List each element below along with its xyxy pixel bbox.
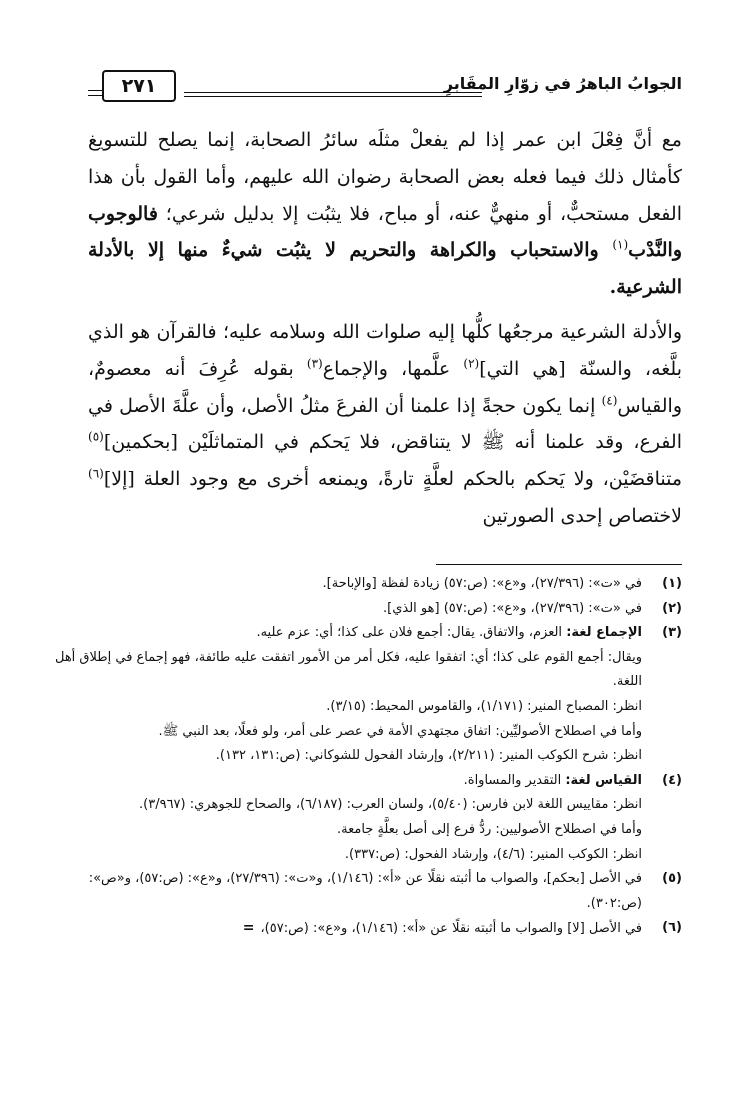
header-rule: [184, 92, 482, 93]
main-text: [88, 122, 682, 535]
footnote-4: [40, 769, 682, 867]
footnote-text: التقدير والمساواة.: [463, 772, 566, 788]
footnote-label: القياس لغة:: [565, 772, 642, 788]
footnote-line: انظر: المصباح المنير: (١/١٧١)، والقاموس المحيط: (٣/١٥).: [326, 698, 642, 714]
header-lead-rule-double: [88, 95, 102, 96]
text-run: علَّمها، والإجماع: [322, 357, 464, 380]
footnote-number: (٦): [662, 920, 682, 936]
text-run: مع أنَّ فِعْلَ ابن عمر إذا لم يفعلْ مثلَه سائرُ الصحابة، إنما يصلح للتسويغ كأمثال ذلك فيما فعله بعض الصحابة رضوان الله عليهم، وأما القول بأن هذا الفعل مستحبٌّ، أو منهيٌّ عنه، أو مباح، فلا يثبُت إلا بدليل شرعي؛: [88, 129, 682, 225]
text-run: بقوله عُرِفَ أنه معصومٌ، والقياس: [88, 357, 682, 417]
footnote-text: في الأصل [لا] والصواب ما أثبته نقلًا عن «أ»: (١/١٤٦)، و«ع»: (ص:٥٧)،: [260, 921, 642, 937]
paragraph-2: [88, 314, 682, 535]
footnote-separator: [436, 564, 682, 565]
footnote-number: (٣): [662, 625, 682, 641]
footnote-ref-1[interactable]: (١): [612, 238, 629, 253]
footnote-text: العزم، والاتفاق. يقال: أجمع فلان على كذا؛ أي: عزم عليه.: [256, 625, 567, 641]
footnote-line: في «ت»: (٢٧/٣٩٦)، و«ع»: (ص:٥٧) زيادة لفظة [والإباحة].: [322, 576, 642, 591]
footnote-line: وأما في اصطلاح الأصوليِّين: اتفاق مجتهدي الأمة في عصر على أمر، ولو فعلًا، بعد النبي ﷺ.: [158, 723, 642, 739]
footnote-line: انظر: شرح الكوكب المنير: (٢/٢١١)، وإرشاد الفحول للشوكاني: (ص:١٣١، ١٣٢).: [215, 748, 642, 764]
paragraph-1: [88, 122, 682, 306]
header-lead-rule: [88, 90, 102, 91]
footnote-line: في الأصل [بحكم]، والصواب ما أثبته نقلًا عن «أ»: (١/١٤٦)، و«ت»: (٢٧/٣٩٦)، و«ع»: (ص:٥٧)، و«ص»: (ص:٣٠٢).: [88, 871, 642, 911]
footnote-line: انظر: الكوكب المنير: (٤/٦)، وإرشاد الفحول: (ص:٣٣٧).: [344, 846, 642, 862]
book-title: الجوابُ الباهرُ في زوّارِ المقَابرِ: [443, 74, 682, 93]
footnote-number: (١): [662, 576, 682, 591]
footnote-ref-5[interactable]: (٥): [88, 430, 104, 445]
footnote-ref-3[interactable]: (٣): [306, 356, 323, 371]
footnote-label: الإجماع لغة:: [566, 625, 642, 641]
bold-run: والاستحباب والكراهة والتحريم لا يثبُت شيءٌ منها إلا بالأدلة الشرعية.: [88, 239, 682, 299]
footnote-line: في «ت»: (٢٧/٣٩٦)، و«ع»: (ص:٥٧) [هو الذي].: [383, 600, 642, 616]
footnote-ref-4[interactable]: (٤): [601, 393, 618, 408]
text-run: إنما يكون حجةً إذا علمنا أن الفرعَ مثلُ الأصل، وأن علَّةَ الأصل في الفرع، وقد علمنا أنه ﷺ لا يتناقض، فلا يَحكم في المتماثلَيْن [بحكمين]: [88, 394, 682, 454]
footnote-ref-6[interactable]: (٦): [88, 466, 104, 481]
bold-run: فالوجوب والنَّدْب: [88, 202, 682, 262]
running-header: [88, 70, 682, 110]
text-run: متناقضَيْن، ولا يَحكم بالحكم لعلَّةٍ تارةً، ويمنعه أخرى مع وجود العلة [إلا]: [103, 468, 682, 491]
header-rule-double: [184, 96, 482, 97]
footnote-number: (٥): [662, 871, 682, 887]
footnote-3: [40, 621, 682, 769]
text-run: والأدلة الشرعية مرجعُها كلُّها إليه صلوات الله وسلامه عليه؛ فالقرآن هو الذي بلَّغه، والسنّة [هي التي]: [88, 320, 682, 380]
footnote-line: وأما في اصطلاح الأصوليين: ردُّ فرع إلى أصل بعلَّةٍ جامعة.: [337, 821, 642, 837]
footnote-line: ويقال: أجمع القوم على كذا؛ أي: اتفقوا عليه، فكل أمر من الأمور اتفقت عليه طائفة، فهو إجماع في إطلاق أهل اللغة.: [54, 649, 642, 690]
footnote-line: [40, 769, 642, 794]
footnote-line: [40, 916, 642, 942]
footnote-number: (٤): [662, 772, 682, 788]
footnotes: [40, 572, 682, 942]
footnote-1: [40, 572, 682, 597]
footnote-5: [40, 867, 682, 916]
footnote-6: [40, 916, 682, 942]
footnote-ref-2[interactable]: (٢): [463, 356, 480, 371]
footnote-2: [40, 597, 682, 622]
text-run: لاختصاص إحدى الصورتين: [482, 504, 682, 527]
page-number: ٢٧١: [102, 70, 176, 102]
continuation-mark: =: [242, 920, 255, 937]
footnote-line: انظر: مقاييس اللغة لابن فارس: (٥/٤٠)، ولسان العرب: (٦/١٨٧)، والصحاح للجوهري: (٣/٩٦٧).: [139, 797, 642, 813]
footnote-number: (٢): [662, 600, 682, 616]
footnote-line: [40, 621, 642, 646]
